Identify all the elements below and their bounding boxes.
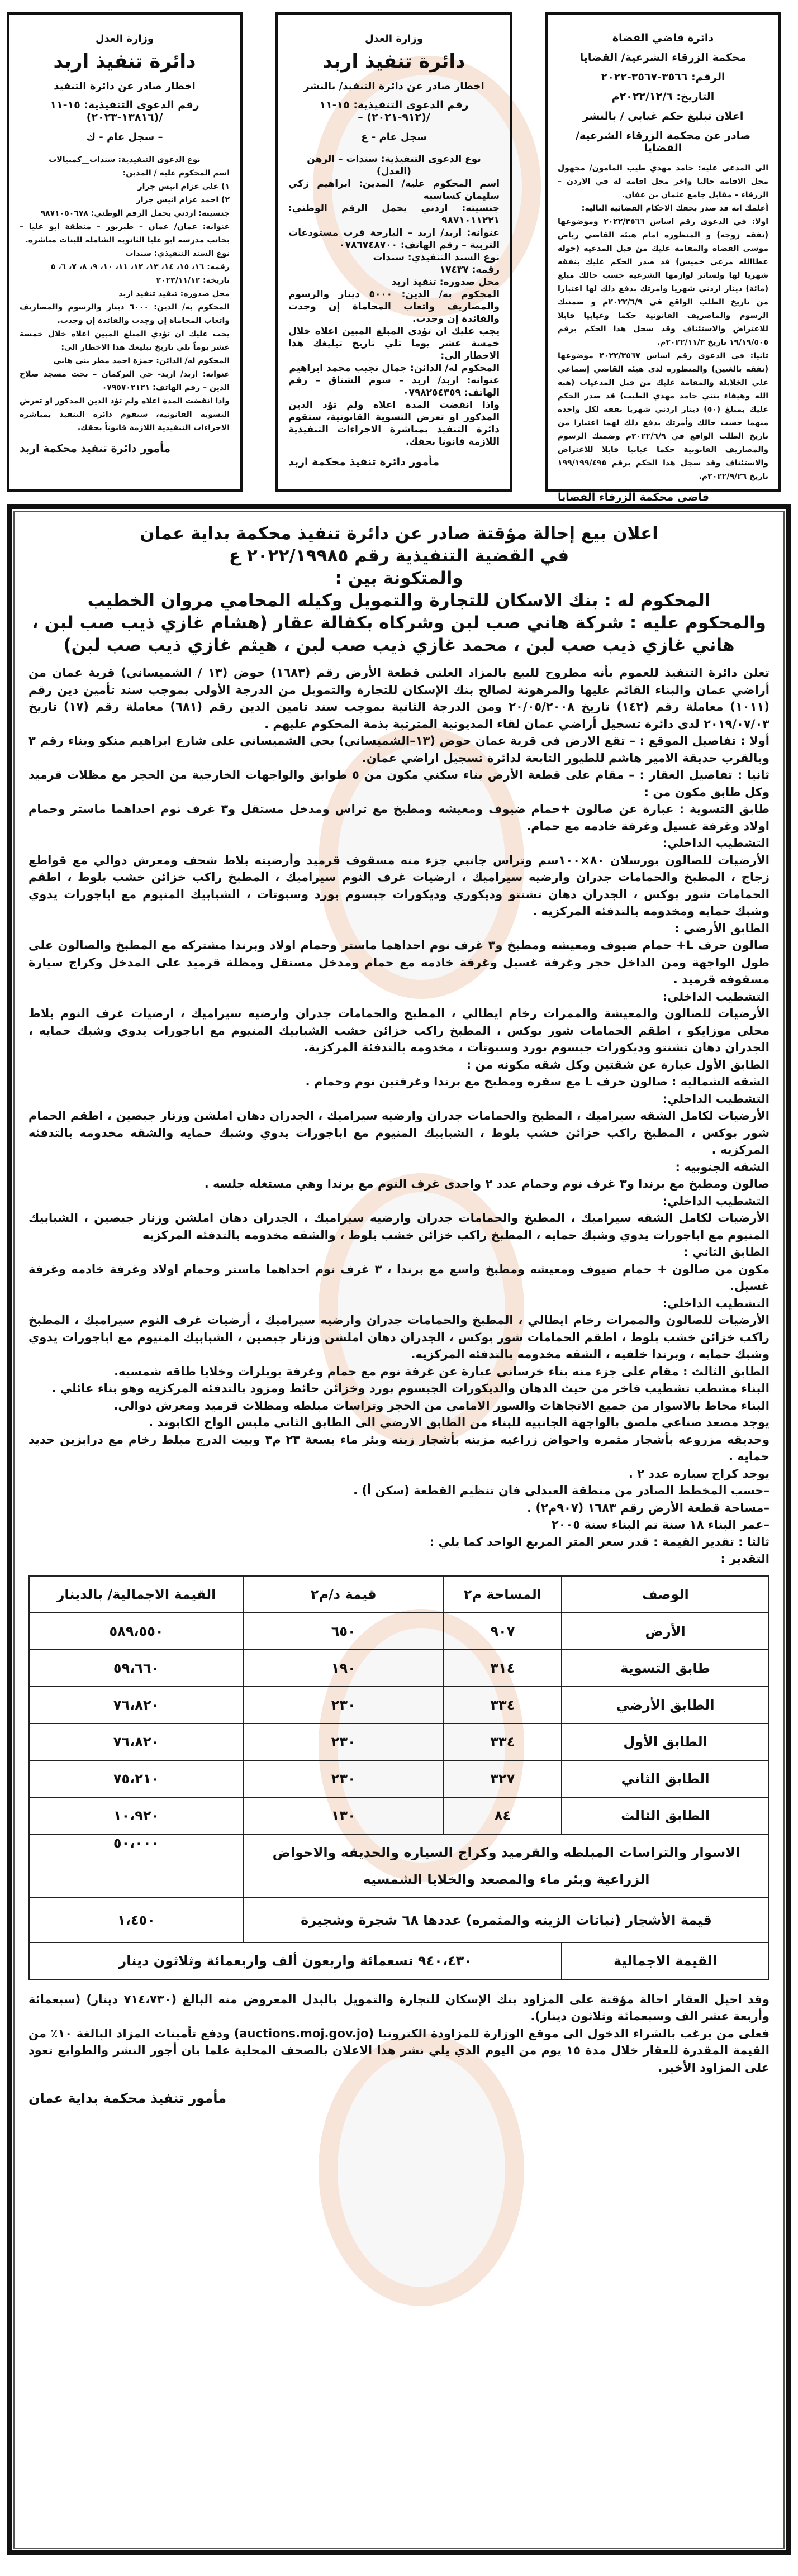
total-row (29, 1942, 769, 1979)
paragraph: ثالثا : تقدير القيمة : قدر سعر المتر المربع الواحد كما يلي : (429, 1535, 770, 1549)
table-cell: ٧٦،٨٢٠ (29, 1687, 244, 1723)
auction-body (28, 664, 770, 1568)
table-cell: ٩٠٧ (443, 1613, 562, 1650)
table-cell: الاسوار والتراسات المبلطه والقرميد وكراج السياره والحديقه والاحواض الزراعية وبئر ماء والمصعد والخلايا الشمسيه (244, 1834, 769, 1898)
table-row (29, 1797, 769, 1834)
case-number: رقم الدعوى التنفيذية: ١٥-١١ /(١٣٨١٦-٢٠٢٣) (50, 99, 200, 123)
table-cell: ٣١٤ (443, 1650, 562, 1687)
notice-line: جنسيته: اردني يحمل الرقم الوطني: ٩٨٧١٠٥٠٦٧٨ (40, 209, 230, 218)
ministry-heading: وزارة العدل (364, 33, 424, 45)
notice-heading: التاريخ: ٢٠٢٢/١٢/٦م (611, 91, 715, 103)
judgment-debtor: والمحكوم عليه : شركة هاني صب لبن وشركاه بكفالة عقار (هشام غازي ذيب صب لبن ، هاني غازي ذيب صب لبن ، محمد غازي ذيب صب لبن ، هيثم غازي ذيب صب لبن) (32, 613, 766, 655)
table-row (29, 1650, 769, 1687)
notice-line: نوع السند التنفيذي: سندات (373, 252, 500, 263)
department-heading: دائرة تنفيذ اربد (53, 50, 196, 73)
notice-line: ٢) احمد عزام انيس جرار (136, 196, 230, 204)
paragraph: فعلى من يرغب بالشراء الدخول الى موقع الوزارة للمزاودة الكترونيا (auctions.moj.gov.jo) ودفع تأمينات المزاد البالغة ١٠٪ من القيمة المقدرة للعقار خلال مدة ١٥ يوم من اليوم الذي يلي نشر هذا الاعلان بالصحف المحلية علما بان أجور النشر والطوابع تعود على المزاود الأخير. (28, 2026, 770, 2074)
auction-case-number: في القضية التنفيذية رقم ٢٠٢٢/١٩٩٨٥ ع (229, 546, 569, 566)
notice-line: عنوانه: اربد/ اربد – سوم الشناق – رقم الهاتف: ٠٧٩٨٢٥٤٣٥٩ (288, 375, 500, 398)
table-row (29, 1834, 769, 1898)
column-header: الوصف (562, 1576, 769, 1613)
table-cell: ٢٣٠ (244, 1687, 443, 1723)
table-header-row (29, 1576, 769, 1613)
column-header: القيمة الاجمالية/ بالدينار (29, 1576, 244, 1613)
paragraph: البناء محاط بالاسوار من جميع الاتجاهات والسور الامامي من الحجر وتراسات مبلطه ومظلات قرميد ومعرش دوالي. (113, 1398, 770, 1412)
notice-line: اولا: في الدعوى رقم اساس ٢٠٢٢/٣٥٦٦ وموضوعها (نفقة زوجه) و المنظوره امام هيئة القاضي رياض موسى القضاة والمقامه عليك من قبل المدعية (خوله عطاالله مرعي خميس) قد صدر الحكم عليك بنفقه شهريا لها ولسائر لوازمها الشرعية حسب حالك مبلغ (مائة) دينار اردني شهريا وامرتك بدفع ذلك لها اعتبارا من تاريخ الطلب الواقع في ٢٠٢٢/٦/٩م و ضمنتك الرسوم والماصريف القانونية حكما وغيابيا قابلا للاعتراض والاستئناف وقد سجل هذا الحكم برقم ١٩/١٩/٥٠٥ تاريخ ٢٠٢٢/١١/٣م. (558, 217, 769, 347)
table-cell: ٣٣٤ (443, 1687, 562, 1723)
total-label: القيمة الاجمالية (562, 1942, 769, 1979)
notice-heading: الرقم: ٣٥٦٦-٣٥٦٧-٢٠٢٢ (601, 71, 725, 83)
notice-line: محل صدوره: تنفيذ تنفيذ اربد (118, 289, 230, 298)
table-cell: ٥٩،٦٦٠ (29, 1650, 244, 1687)
paragraph: الطابق الأول عبارة عن شقتين وكل شقه مكونه من : (466, 1058, 770, 1072)
paragraph: الأرضيات للصالون والممرات رخام ايطالي ، المطبخ والحمامات جدران وارضيه سيراميك ، أرضيات غرف النوم سيراميك ، المطبخ راكب خزائن خشب بلوط ، اطقم الحمامات شور بوكس ، الجدران دهان املشن وزنار جبصين ، الشبابيك المنيوم مع اباجورات يدوي وشبك حمايه ، وبرندا خلفيه ، الشقه مخدومه بالتدفئه المركزيه. (28, 1313, 770, 1361)
notice-line: يجب عليك ان تؤدي المبلغ المبين اعلاه خلال خمسة عشر يوما تلي تاريخ تبليغك هذا الاخطار الى: (288, 326, 500, 361)
notice-line: جنسيته: اردني يحمل الرقم الوطني: ٩٨٧١٠١١٢٢١ (288, 203, 500, 226)
paragraph: –عمر البناء ١٨ سنة تم البناء سنة ٢٠٠٥ (551, 1518, 770, 1531)
paragraph: الطابق الثالث : مقام على جزء منه بناء خرساني عبارة عن غرفة نوم مع حمام وغرفة بويلرات وخلايا طاقه شمسيه. (114, 1364, 770, 1378)
column-header: قيمة د/م٢ (244, 1576, 443, 1613)
section-heading: التشطيب الداخلي: (662, 1194, 770, 1208)
table-cell: ٧٦،٨٢٠ (29, 1723, 244, 1760)
table-cell: ٨٤ (443, 1797, 562, 1834)
table-cell: الطابق الثالث (562, 1797, 769, 1834)
paragraph: ثانيا : تفاصيل العقار : – مقام على قطعة الأرض بناء سكني مكون من ٥ طوابق والواجهات الخارجية من الحجر مع مظلات قرميد وكل طابق مكون من : (28, 768, 770, 799)
section-heading: التشطيب الداخلي: (662, 836, 770, 850)
ministry-heading: وزارة العدل (95, 33, 154, 45)
notice-line: المحكوم به/ الدين: ٦٠٠٠ دينار والرسوم والمصاريف واتعاب المحاماة إن وجدت والفائدة إن وجدت. (20, 303, 230, 325)
paragraph: الأرضيات لكامل الشقه سيراميك ، المطبخ والحمامات جدران وارضيه سيراميك ، الجدران دهان املشن وزنار جبصين ، الشبابيك المنيوم مع اباجورات يدوي وشبك حمايه ، المطبخ راكب خزائن خشب بلوط ، والشقه مخدومه بالتدفئه المركزيه (28, 1211, 770, 1242)
paragraph: مكون من صالون + حمام ضيوف ومعيشه ومطبخ واسع مع برندا ، ٣ غرف نوم احداهما ماستر وحمام اولاد وغرفة خادمه وغرفة غسيل. (28, 1262, 770, 1293)
notice-line: عنوانه: اربد/ اربد – البارحة قرب مستودعات التربية – رقم الهاتف: ٠٧٨٦٧٤٨٧٠٠ (288, 227, 500, 251)
paragraph: صالون حرف L+ حمام ضيوف ومعيشه ومطبخ و٣ غرف نوم احداهما ماستر وحمام اولاد وبرندا مشتركه مع المطبخ والصالون على طول الواجهة ومن الداخل حجر وغرفة غسيل وغرفة خادمه مع حمام ومدخل مستقل ومظلة قرميد على المدخل وكراج سيارة مسقوفه قرميد . (28, 939, 770, 986)
case-number: رقم الدعوى التنفيذية: ١٥-١١ /(٩١٢-٢٠٢١) – (319, 99, 469, 123)
paragraph: أولا : تفاصيل الموقع : – تقع الارض في قرية عمان حوض (١٣–الشميساني) بحي الشميساني على شارع ابراهيم منكو وبناء رقم ٣ وبالقرب حديقة الامير هاشم للطيور التابعة لدائرة تسجيل اراضي عمان. (28, 734, 770, 765)
section-heading: الطابق الأرضي : (674, 921, 770, 935)
paragraph: يوجد كراج سياره عدد ٢ . (628, 1466, 770, 1480)
table-row (29, 1687, 769, 1723)
notice-line: نوع السند التنفيذي: سندات (125, 249, 230, 258)
notice-line: رقمه: ١٧٤٣٧ (439, 264, 500, 275)
notice-line: تاريخه: ٢٠٢٣/١١/١٢ (156, 276, 230, 285)
paragraph: –حسب المخطط الصادر من منطقة العبدلي فان تنظيم القطعة (سكن أ) . (353, 1484, 770, 1497)
table-cell: ٥٠،٠٠٠ (29, 1834, 244, 1898)
paragraph: صالون ومطبخ مع برندا و٣ غرف نوم وحمام عدد ٢ واحدى غرف النوم مع برندا وهي مستغله جلسه . (204, 1177, 770, 1191)
table-row (29, 1760, 769, 1797)
department-heading: دائرة تنفيذ اربد (322, 50, 466, 73)
auction-title: اعلان بيع إحالة مؤقتة صادر عن دائرة تنفيذ محكمة بداية عمان (140, 523, 658, 544)
notice-body (288, 153, 500, 448)
table-cell: طابق التسوية (562, 1650, 769, 1687)
notice-line: المحكوم له/ الدائن: جمال نجيب محمد ابراهيم (289, 363, 500, 374)
notice-line: نوع الدعوى التنفيذية: سندات__كمبيالات (49, 155, 201, 164)
signature: قاضي محكمة الزرقاء القضايا (558, 491, 709, 503)
notice-line: واذا انقضت المدة اعلاه ولم تؤد الدين المذكور او تعرض التسوية القانونية، ستقوم دائرة التنفيذ بمباشرة الاجراءات التنفيذية اللازمة قانونا بحقك. (288, 399, 500, 447)
paragraph: يوجد مصعد صناعي ملصق بالواجهة الجانبيه للبناء من الطابق الارضي الى الطابق الثاني ملبس الواح الكابوند . (149, 1416, 770, 1429)
notice-heading: محكمة الزرقاء الشرعية/ القضايا (580, 51, 747, 64)
notice-heading: صادر عن محكمة الزرقاء الشرعية/ القضايا (575, 130, 751, 154)
paragraph: البناء مشطب تشطيب فاخر من حيث الدهان والديكورات الجبسوم بورد وخزائن حائط ومزود بالتدفئه المركزيه وهو بناء عائلي . (51, 1382, 770, 1395)
notice-heading: اعلان تبليغ حكم غيابي / بالنشر (582, 110, 744, 122)
table-cell: قيمة الأشجار (نباتات الزينه والمثمره) عددها ٦٨ شجرة وشجيرة (244, 1898, 769, 1942)
judgment-creditor: المحكوم له : بنك الاسكان للتجارة والتمويل وكيله المحامي مروان الخطيب (87, 591, 711, 611)
notice-line: اسم المحكوم عليه / المدين: (122, 169, 230, 178)
notice-subtitle: اخطار صادر عن دائرة التنفيذ (54, 80, 196, 92)
paragraph: وحديقه مزروعه بأشجار مثمره واحواض زراعيه مزينه بأشجار زينه وبئر ماء بسعة ٢٣ م٣ وبيت الدرج مبلط رخام مع درابزين حديد حمايه . (28, 1432, 770, 1463)
notice-heading: دائرة قاضي القضاة (612, 32, 714, 44)
table-cell: الأرض (562, 1613, 769, 1650)
paragraph: تعلن دائرة التنفيذ للعموم بأنه مطروح للبيع بالمزاد العلني قطعة الأرض رقم (١٦٨٣) حوض (١٣ / الشميساني) قرية عمان من أراضي عمان والبناء القائم عليها والمرهونة لصالح بنك الإسكان للتجارة والتمويل من الدرجة الأولى بموجب سند تأمين دين رقم (١٠١١) معاملة رقم (١٤٢) تاريخ ٢٠/٠٥/٢٠٠٨ ومن الدرجة الثانية بموجب سند تامين الدين رقم (٦٨١) معاملة رقم (١٧) تاريخ ٢٠١٩/٠٧/٠٣ لدى دائرة تسجيل أراضي عمان لقاء المديونية المترتبة بذمة المحكوم عليهم . (28, 666, 770, 731)
notice-line: الى المدعى عليه: حامد مهدي طيب المامون/ مجهول محل الاقامة حاليا واخر محل اقامة له في الاردن – الزرقاء – مقابل جامع عثمان بن عفان. (558, 164, 768, 199)
notice-body (558, 161, 768, 483)
notice-line: ١) علي عزام انيس جرار (137, 182, 230, 191)
paragraph: الشقه الشماليه : صالون حرف L مع سفره ومطبخ مع برندا وغرفتين نوم وحمام . (305, 1075, 770, 1088)
table-cell: ٦٥٠ (244, 1613, 443, 1650)
table-cell: الطابق الأرضي (562, 1687, 769, 1723)
table-cell: ١٣٠ (244, 1797, 443, 1834)
table-row (29, 1723, 769, 1760)
table-cell: ٧٥،٢١٠ (29, 1760, 244, 1797)
register-type: – سجل عام - ك (86, 131, 163, 143)
valuation-table (28, 1575, 770, 1980)
table-cell: ٣٣٤ (443, 1723, 562, 1760)
notice-line: المحكوم به/ الدين: ٥٠٠٠ دينار والرسوم والمصاريف واتعاب المحاماة إن وجدت والفائدة إن وجدت. (288, 289, 500, 325)
total-value: ٩٤٠،٤٣٠ تسعمائة واربعون ألف واربعمائة وثلاثون دينار (29, 1942, 562, 1979)
notice-subtitle: اخطار صادر عن دائرة التنفيذ/ بالنشر (303, 80, 484, 92)
register-type: سجل عام - ع (361, 131, 427, 143)
section-heading: التقدير : (720, 1552, 770, 1565)
auction-closing (28, 1991, 770, 2077)
table-cell: ٣٢٧ (443, 1760, 562, 1797)
paragraph: –مساحة قطعة الأرض رقم ١٦٨٣ (٩٠٧م٢) . (527, 1501, 770, 1515)
section-heading: الطابق الثاني : (683, 1245, 770, 1259)
table-cell: ٢٣٠ (244, 1723, 443, 1760)
notice-irbid-912 (276, 12, 512, 492)
notice-irbid-13816 (7, 12, 243, 492)
signature: مأمور دائرة تنفيذ محكمة اربد (288, 456, 440, 468)
paragraph: الأرضيات للصالون بورسلان ٨٠×١٠٠سم وتراس جانبي جزء منه مسقوف قرميد وأرضيته بلاط شحف ومعرش دوالي مع قواطع زجاج ، المطبخ والحمامات جدران وارضيه سيراميك ، ارضيات غرف النوم سيراميك ، المطبخ راكب خزائن خشب بلوط ، اطقم الحمامات شور بوكس ، الجدران دهان تشنتو وديكوري وديكورات جبسوم بورد وسبوتات ، الشبابيك المنيوم مع اباجورات يدوي وشبك حمايه ومخدومه بالتدفئه المركزيه . (28, 853, 770, 918)
table-cell: ٥٨٩،٥٥٠ (29, 1613, 244, 1650)
notice-line: رقمه: ١٦، ١٥، ١٤، ١٣، ١٢، ١١، ١٠، ٩، ٨، ٧، ٦، ٥ (50, 263, 230, 272)
table-cell: الطابق الأول (562, 1723, 769, 1760)
section-heading: التشطيب الداخلي: (662, 1296, 770, 1310)
table-row (29, 1613, 769, 1650)
notice-line: واذا انقضت المدة اعلاه ولم تؤد الدين المذكور او تعرض التسوية القانونية، ستقوم دائرة التنفيذ بمباشرة الاجراءات التنفيذية اللازمة قانوناً بحقك. (19, 397, 230, 432)
table-row (29, 1898, 769, 1942)
notice-body (20, 153, 230, 435)
notice-line: عنوانه: اربد/ اربد- حي التركمان – تحت مسجد صلاح الدين – رقم الهاتف: ٠٧٩٥٧٠٢١٢١ (20, 370, 230, 392)
table-cell: ٢٣٠ (244, 1760, 443, 1797)
column-header: المساحة م٢ (443, 1576, 562, 1613)
table-cell: ١٩٠ (244, 1650, 443, 1687)
section-heading: الشقه الجنوبيه : (675, 1160, 770, 1174)
notice-line: يجب عليك ان تؤدي المبلغ المبين اعلاه خلال خمسة عشر يوماً تلي تاريخ تبليغك هذا الاخطار الى: (20, 330, 230, 352)
section-heading: التشطيب الداخلي: (662, 1092, 770, 1106)
table-cell: الطابق الثاني (562, 1760, 769, 1797)
paragraph: طابق التسوية : عبارة عن صالون +حمام ضيوف ومعيشه ومطبخ مع تراس ومدخل مستقل و٣ غرف نوم احداهما ماستر وحمام اولاد وغرفة غسيل وغرفة خادمه مع حمام. (28, 802, 770, 833)
notice-line: أعلمك انه قد صدر بحقك الاحكام القضائيه التالية: (581, 204, 768, 213)
notice-line: محل صدوره: تنفيذ اربد (391, 277, 500, 288)
parties-heading: والمتكونة بين : (335, 568, 463, 588)
notice-zarqa-sharia-court (545, 12, 781, 503)
notice-line: اسم المحكوم عليه/ المدين: ابراهيم زكي سليمان كساسبه (288, 178, 500, 202)
paragraph: الأرضيات لكامل الشقه سيراميك ، المطبخ والحمامات جدران وارضيه سيراميك ، الجدران دهان املشن وزنار جبصين ، اطقم الحمام شور بوكس ، المطبخ راكب خزائن خشب بلوط ، الشبابيك المنيوم مع اباجورات يدوي وشبك حمايه والشقه مخدومه بالتدفئه المركزيه . (28, 1109, 770, 1156)
paragraph: وقد احيل العقار احالة مؤقتة على المزاود بنك الإسكان للتجارة والتمويل بالبدل المعروض منه البالغ (٧١٤،٧٣٠ دينار) (سبعمائة وأربعة عشر الف وسبعمائة وثلاثون دينار). (28, 1992, 770, 2023)
notice-line: عنوانه: عمان/ عمان – طبربور – منطقة ابو عليا – بجانب مدرسة ابو عليا الثانوية الشاملة للبنات مباشرة. (20, 222, 230, 245)
notice-line: المحكوم له/ الدائن: حمزة احمد مطر بني هاني (53, 356, 230, 365)
table-cell: ١٠،٩٢٠ (29, 1797, 244, 1834)
table-cell: ١،٤٥٠ (29, 1898, 244, 1942)
paragraph: الأرضيات للصالون والمعيشة والممرات رخام ايطالي ، المطبخ والحمامات جدران وارضيه سيراميك ، ارضيات غرف النوم بلاط محلي موزايكو ، اطقم الحمامات شور بوكس ، المطبخ راكب خزائن خشب الشبابيك المنيوم مع اباجورات يدوي وشبك حمايه ، الجدران دهان تشنتو وديكورات جبسوم بورد وسبوتات ، مخدومه بالتدفئة المركزية. (28, 1007, 770, 1054)
signature: مأمور تنفيذ محكمة بداية عمان (28, 2091, 227, 2106)
signature: مأمور دائرة تنفيذ محكمة اربد (20, 442, 171, 455)
notice-line: نوع الدعوى التنفيذية: سندات – الرهن (العدل) (307, 154, 481, 177)
section-heading: التشطيب الداخلي: (662, 989, 770, 1003)
auction-announcement (7, 504, 791, 2555)
notice-line: ثانيا: في الدعوى رقم اساس ٢٠٢٢/٣٥٦٧ موضوعها (نفقة بالغتين) والمنظورة لدى هيئة القاضي إسماعي علي الخلايلة والمقامة عليك من قبل المدعيات (هبه الله وهيفاء بنتي حامد مهدي الطيب) قد صدر الحكم عليك بمبلغ (٥٠) دينار اردني شهريا نفقة لكل واحدة منهما حسب حالك وأمرتك بدفع ذلك لهما اعتبارا من تاريخ الطلب الواقع في ٢٠٢٢/٦/٩م وضمنك الرسوم والمصاريف القانونية حكما غيابيا قابلا للاعتراض والاستئناف وقد سجل هذا الحكم برقم ١٩٩/١٩٩/٤٩٥ تاريخ ٢٠٢٢/٩/٢٦م. (558, 351, 768, 481)
